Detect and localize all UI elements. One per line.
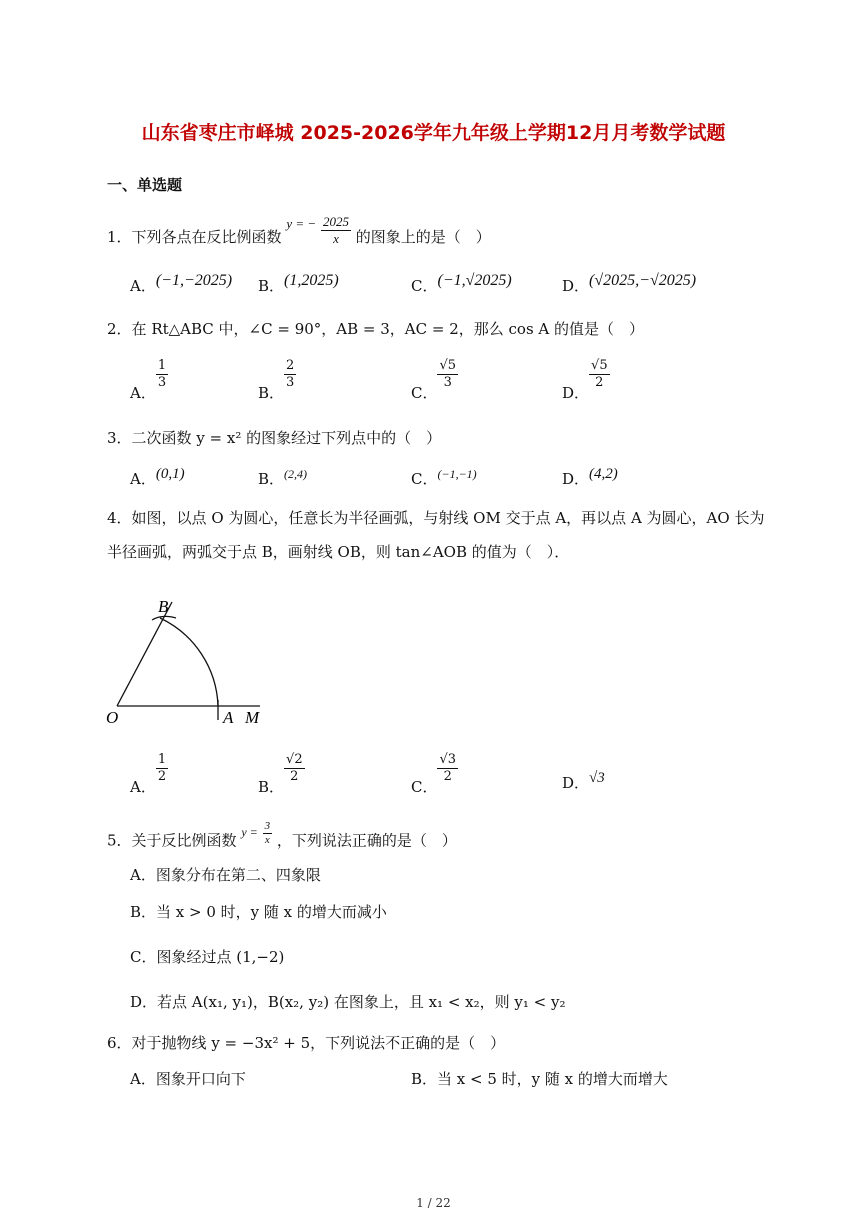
q3-option-a[interactable] (130, 468, 185, 489)
option-fraction (437, 358, 458, 390)
label-a: A (223, 708, 234, 727)
option-letter: B． (130, 903, 157, 921)
q5-option-d[interactable] (130, 991, 566, 1012)
option-fraction (284, 358, 296, 390)
fraction-numerator: 1 (157, 752, 167, 767)
q6-option-b[interactable] (411, 1068, 668, 1089)
option-letter: A． (130, 384, 156, 403)
option-text: 图象分布在第二、四象限 (155, 866, 321, 884)
question-stem-end: 的图象上的是（ ） (355, 228, 491, 247)
label-o: O (106, 708, 119, 727)
option-letter: C． (411, 470, 438, 488)
function-fraction (263, 820, 273, 847)
option-letter: B． (258, 778, 285, 797)
q2-option-a[interactable] (130, 358, 168, 403)
option-letter: A． (130, 778, 156, 797)
q4-option-b[interactable] (258, 752, 305, 797)
fraction-numerator: √2 (286, 752, 303, 767)
question-stem: 如图，以点 O 为圆心，任意长为半径画弧，与射线 OM 交于点 A，再以点 A 为圆心，AO 长为 (131, 509, 765, 527)
fraction-numerator: √5 (439, 358, 457, 373)
fraction-numerator: √5 (591, 358, 608, 373)
option-value: (0,1) (155, 466, 185, 482)
option-text: 图象经过点 (1,−2) (156, 948, 285, 966)
option-letter: A． (130, 866, 156, 884)
q1-option-d[interactable] (562, 272, 697, 296)
question-stem: 关于反比例函数 (131, 831, 237, 850)
option-letter: A． (130, 470, 156, 488)
fraction-denominator: x (333, 230, 339, 246)
question-number: 2． (107, 320, 132, 338)
section-heading-single-choice: 一、单选题 (107, 176, 183, 194)
function-lhs: y = (241, 824, 258, 839)
question-4-line-1 (107, 507, 764, 528)
q2-option-c[interactable] (411, 358, 458, 403)
question-6 (107, 1032, 505, 1053)
question-3 (107, 427, 441, 448)
option-letter: B． (258, 384, 285, 403)
fraction-numerator: √3 (439, 752, 457, 767)
q5-option-b[interactable] (130, 901, 387, 922)
question-2 (107, 318, 644, 339)
ray-ob (117, 602, 172, 706)
option-letter: B． (258, 277, 285, 295)
q6-option-a[interactable] (130, 1068, 246, 1089)
option-letter: C． (411, 384, 438, 403)
q1-option-b[interactable] (258, 272, 339, 296)
option-value: (√2025,−√2025) (589, 272, 697, 289)
question-stem: 下列各点在反比例函数 (131, 228, 282, 247)
fraction-denominator: 2 (595, 374, 604, 390)
q5-option-c[interactable] (130, 946, 284, 967)
fraction-denominator: 2 (157, 768, 167, 784)
option-text: 图象开口向下 (155, 1070, 246, 1088)
q1-option-c[interactable] (411, 272, 512, 296)
label-b: B (158, 597, 169, 616)
option-value: √3 (589, 770, 605, 786)
question-1 (107, 214, 491, 254)
fraction-numerator: 2025 (322, 214, 349, 229)
option-fraction (284, 752, 305, 784)
q1-option-a[interactable] (130, 272, 233, 296)
question-number: 4． (107, 509, 132, 527)
option-letter: B． (258, 470, 285, 488)
option-value: (−1,√2025) (437, 272, 512, 289)
option-letter: A． (130, 277, 156, 295)
option-letter: D． (562, 277, 590, 295)
q3-option-d[interactable] (562, 468, 618, 489)
option-letter: C． (411, 778, 438, 797)
option-letter: C． (411, 277, 438, 295)
fraction-numerator: 1 (157, 358, 167, 373)
page-title: 山东省枣庄市峄城 2025-2026学年九年级上学期12月月考数学试题 (141, 122, 726, 144)
question-stem: 对于抛物线 y = −3x² + 5，下列说法不正确的是（ ） (131, 1034, 506, 1052)
fraction-denominator: x (264, 834, 270, 847)
option-text: 当 x > 0 时，y 随 x 的增大而减小 (156, 903, 387, 921)
q3-option-c[interactable] (411, 468, 477, 489)
question-5 (107, 820, 457, 855)
fraction-denominator: 2 (290, 768, 299, 784)
geometry-figure (100, 588, 280, 730)
question-number: 6． (107, 1034, 132, 1052)
question-number: 1． (107, 228, 132, 247)
q4-option-d[interactable] (562, 772, 605, 793)
q5-option-a[interactable] (130, 864, 321, 885)
question-stem-end: ，下列说法正确的是（ ） (276, 831, 457, 850)
option-value: (−1,−2025) (155, 272, 233, 289)
fraction-denominator: 3 (443, 374, 452, 390)
arc-from-o (160, 618, 218, 706)
option-value: (4,2) (589, 466, 618, 482)
option-value: (1,2025) (284, 272, 339, 289)
option-letter: B． (411, 1070, 438, 1088)
fraction-numerator: 2 (286, 358, 295, 373)
question-4-line-2: 半径画弧，两弧交于点 B，画射线 OB，则 tan∠AOB 的值为（ ）． (107, 543, 570, 561)
fraction-denominator: 2 (443, 768, 452, 784)
q4-option-c[interactable] (411, 752, 458, 797)
function-lhs: y = − (286, 216, 317, 232)
option-text: 当 x < 5 时，y 随 x 的增大而增大 (437, 1070, 668, 1088)
option-fraction (156, 752, 168, 784)
question-number: 3． (107, 429, 132, 447)
q2-option-b[interactable] (258, 358, 296, 403)
option-text: 若点 A(x₁, y₁)，B(x₂, y₂) 在图象上，且 x₁ < x₂，则 y₁ < y₂ (157, 993, 566, 1011)
fraction-numerator: 3 (263, 820, 273, 834)
option-letter: C． (130, 948, 157, 966)
q3-option-b[interactable] (258, 468, 307, 489)
option-fraction (437, 752, 458, 784)
fraction-denominator: 3 (286, 374, 295, 390)
option-value: (2,4) (284, 467, 308, 481)
label-m: M (245, 708, 260, 727)
question-stem: 在 Rt△ABC 中，∠C = 90°，AB = 3，AC = 2，那么 cos A 的值是（ ） (131, 320, 645, 338)
fraction-denominator: 3 (157, 374, 167, 390)
option-fraction (156, 358, 168, 390)
option-letter: A． (130, 1070, 156, 1088)
function-fraction (321, 214, 351, 246)
option-letter: D． (130, 993, 158, 1011)
q2-option-d[interactable] (562, 358, 610, 403)
question-stem: 二次函数 y = x² 的图象经过下列点中的（ ） (131, 429, 442, 447)
option-letter: D． (562, 384, 590, 403)
page-number: 1 / 22 (416, 1196, 451, 1210)
option-value: (−1,−1) (437, 467, 477, 481)
question-number: 5． (107, 831, 132, 850)
option-fraction (589, 358, 610, 390)
option-letter: D． (562, 774, 590, 792)
option-letter: D． (562, 470, 590, 488)
q4-option-a[interactable] (130, 752, 168, 797)
